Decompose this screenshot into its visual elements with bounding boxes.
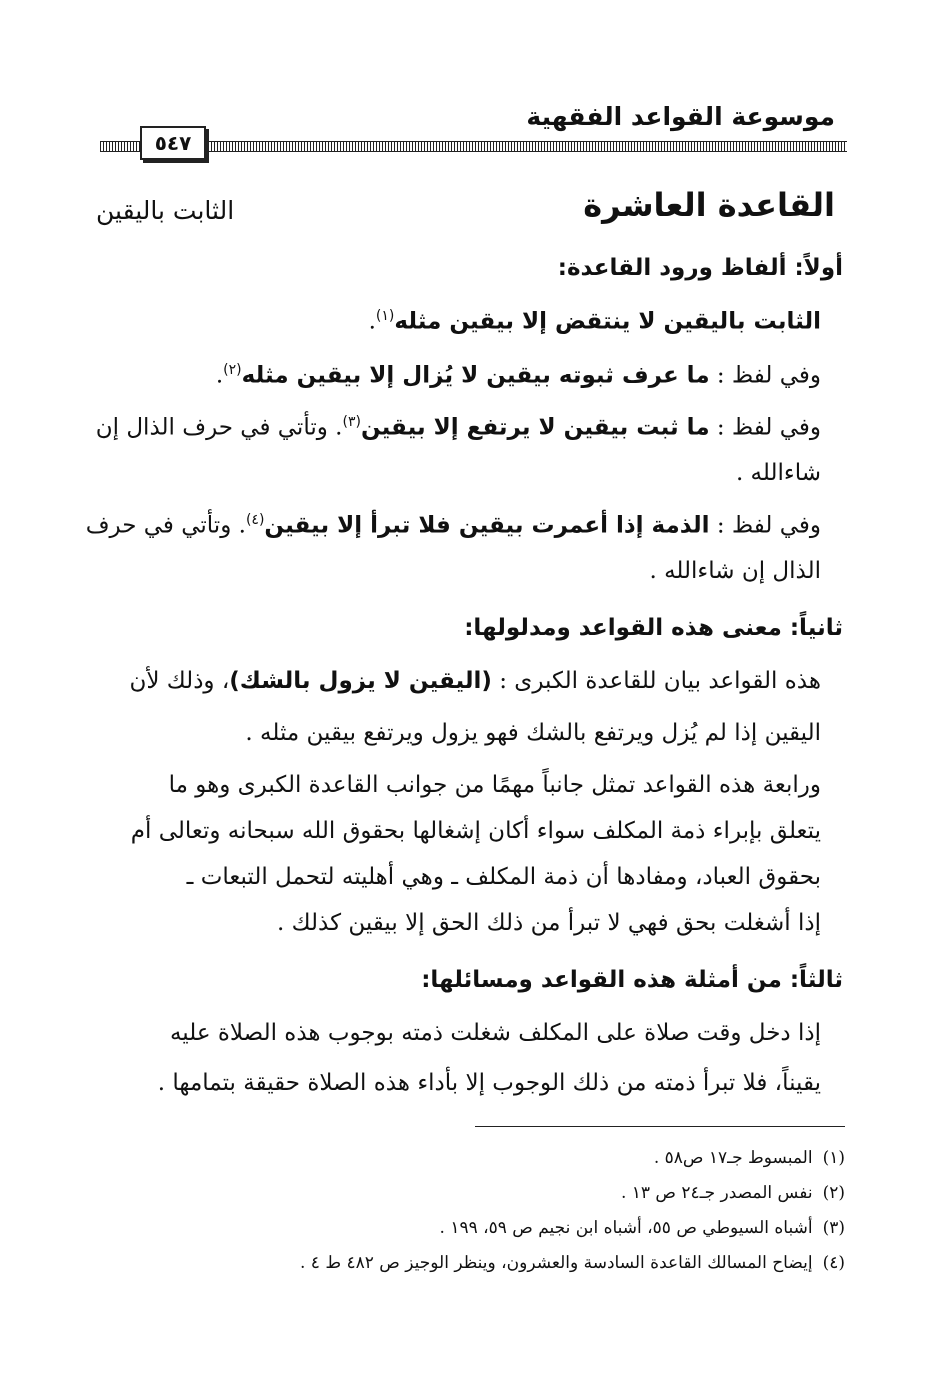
rule-wording-1: الثابت باليقين لا ينتقض إلا بيقين مثله: [394, 308, 821, 335]
section1-line3-continued: شاءالله .: [735, 460, 821, 486]
footnote-ref-4: (٤): [245, 512, 265, 528]
section1-line4: وفي لفظ : الذمة إذا أعمرت بيقين فلا تبرأ إلا بيقين$^{(٤)}$. وتأتي في حرف: [85, 512, 821, 539]
section2-p2-line3: بحقوق العباد، ومفادها أن ذمة المكلف ـ وهي أهليته لتحمل التبعات ـ: [186, 864, 821, 890]
cross-reference: وتأتي في حرف: [85, 512, 232, 539]
variant-label: وفي لفظ :: [716, 512, 821, 539]
variant-label: وفي لفظ :: [716, 414, 821, 441]
rule-wording-2: ما عرف ثبوته بيقين لا يُزال إلا بيقين مثله: [241, 362, 710, 389]
footnote-separator: [475, 1126, 845, 1127]
footnote-3: [105, 1218, 845, 1238]
rule-wording-3: ما ثبت بيقين لا يرتفع إلا بيقين: [360, 414, 710, 441]
rule-wording-4: الذمة إذا أعمرت بيقين فلا تبرأ إلا بيقين: [264, 512, 710, 539]
footnote-number: (٢): [822, 1183, 845, 1203]
rule-title: القاعدة العاشرة: [583, 186, 835, 224]
cross-reference: وتأتي في حرف الذال إن: [95, 414, 328, 441]
section2-p2-line2: يتعلق بإبراء ذمة المكلف سواء أكان إشغالها بحقوق الله سبحانه وتعالى أم: [130, 818, 821, 844]
footnote-1: [105, 1148, 845, 1168]
footnote-ref-1: (١): [375, 308, 395, 324]
footnote-text: أشباه السيوطي ص ٥٥، أشباه ابن نجيم ص ٥٩، ١٩٩ .: [439, 1218, 813, 1238]
section1-line4-continued: الذال إن شاءالله .: [649, 558, 821, 584]
section2-p1-line2: اليقين إذا لم يُزل ويرتفع بالشك فهو يزول ويرتفع بيقين مثله .: [245, 720, 821, 746]
header-rule: [100, 141, 847, 152]
text-run: ، وذلك لأن: [129, 668, 230, 694]
section3-line2: يقيناً، فلا تبرأ ذمته من ذلك الوجوب إلا بأداء هذه الصلاة حقيقة بتمامها .: [157, 1070, 821, 1096]
page-number: ٥٤٧: [140, 126, 206, 160]
variant-label: وفي لفظ :: [716, 362, 821, 389]
footnote-ref-2: (٢): [223, 362, 242, 378]
rule-subtitle: الثابت باليقين: [96, 196, 235, 225]
footnote-ref-3: (٣): [342, 414, 361, 430]
text-run: هذه القواعد بيان للقاعدة الكبرى :: [499, 668, 821, 694]
section1-heading: أولاً: ألفاظ ورود القاعدة:: [557, 255, 843, 281]
section1-line2: وفي لفظ : ما عرف ثبوته بيقين لا يُزال إلا بيقين مثله$^{(٢)}$.: [215, 362, 821, 389]
major-rule: (اليقين لا يزول بالشك): [229, 668, 492, 694]
footnote-text: نفس المصدر جـ٢٤ ص ١٣ .: [620, 1183, 813, 1203]
section2-heading: ثانياً: معنى هذه القواعد ومدلولها:: [464, 615, 843, 641]
running-title: موسوعة القواعد الفقهية: [526, 102, 835, 131]
section3-line1: إذا دخل وقت صلاة على المكلف شغلت ذمته بوجوب هذه الصلاة عليه: [169, 1020, 821, 1046]
section2-p2-line4: إذا أشغلت بحق فهي لا تبرأ من ذلك الحق إلا بيقين كذلك .: [277, 910, 821, 936]
section3-heading: ثالثاً: من أمثلة هذه القواعد ومسائلها:: [421, 967, 843, 993]
footnote-text: إيضاح المسالك القاعدة السادسة والعشرون، وينظر الوجيز ص ٤٨٢ ط ٤ .: [299, 1253, 813, 1273]
section1-line1: الثابت باليقين لا ينتقض إلا بيقين مثله$^{(١)}$.: [368, 308, 821, 335]
footnote-number: (٣): [822, 1218, 845, 1238]
section2-p1-line1: [101, 668, 821, 694]
footnote-4: [105, 1253, 845, 1273]
footnote-text: المبسوط جـ١٧ ص٥٨ .: [653, 1148, 813, 1168]
footnote-2: [105, 1183, 845, 1203]
section2-p2-line1: ورابعة هذه القواعد تمثل جانباً مهمًا من جوانب القاعدة الكبرى وهو ما: [168, 772, 821, 798]
section1-line3: وفي لفظ : ما ثبت بيقين لا يرتفع إلا بيقين$^{(٣)}$. وتأتي في حرف الذال إن: [95, 414, 821, 441]
footnote-number: (٤): [822, 1253, 845, 1273]
footnote-number: (١): [822, 1148, 845, 1168]
